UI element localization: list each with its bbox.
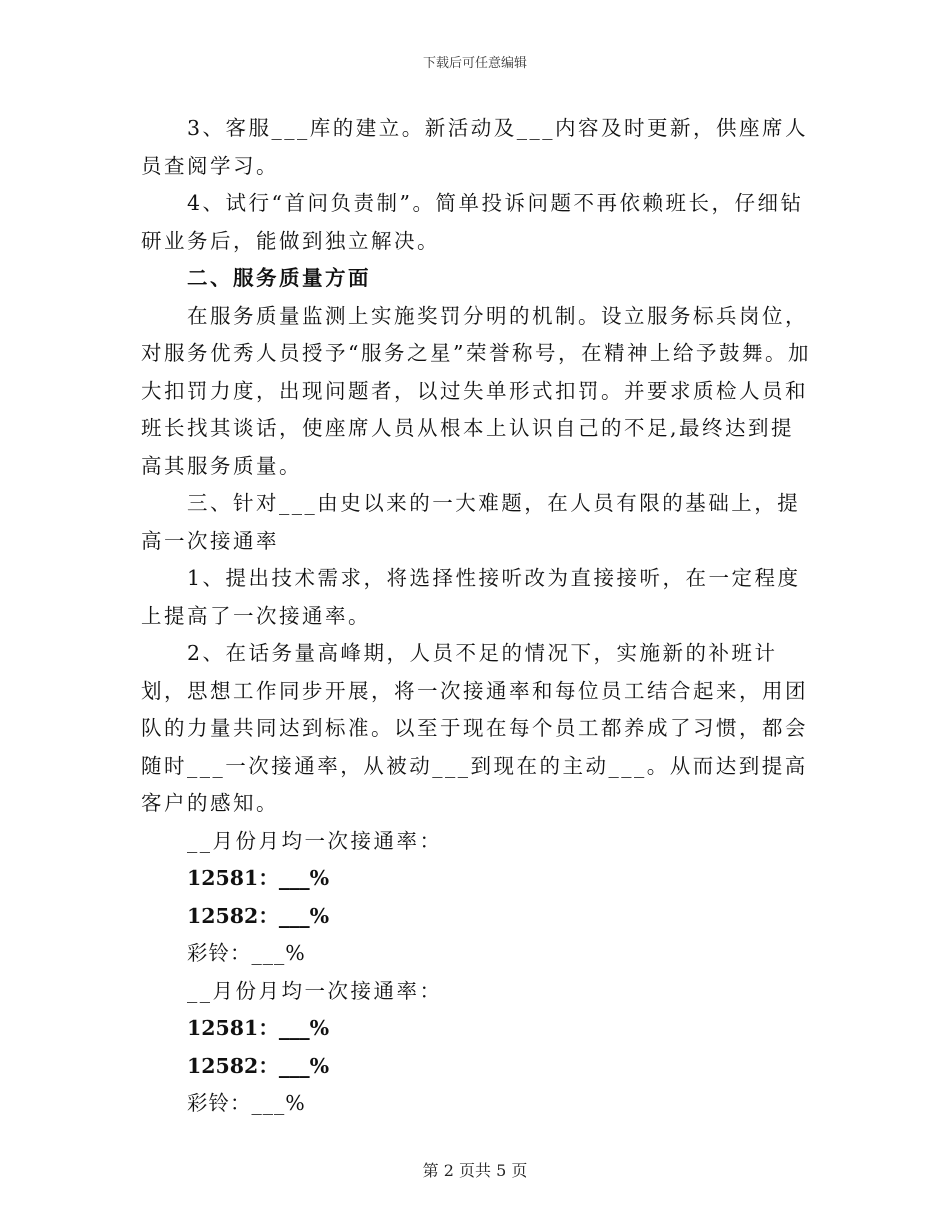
page-footer: 第 2 页共 5 页 bbox=[422, 1161, 528, 1180]
paragraph-item-2: 2、在话务量高峰期，人员不足的情况下，实施新的补班计划，思想工作同步开展，将一次接通率和每位员工结合起来，用团队的力量共同达到标准。以至于现在每个员工都养成了习惯，都会随时___一次接通率，从被动___到现在的主动___。从而达到提高客户的感知。 bbox=[141, 641, 808, 815]
page-header: 下载后可任意编辑 bbox=[422, 56, 527, 71]
stat-12581: 12581：___% bbox=[187, 1016, 330, 1040]
paragraph-item-1: 1、提出技术需求，将选择性接听改为直接接听，在一定程度上提高了一次接通率。 bbox=[141, 566, 801, 628]
paragraph-item-4: 4、试行“首问负责制”。简单投诉问题不再依赖班长，仔细钻研业务后，能做到独立解决。 bbox=[141, 191, 804, 253]
stat-ringtone: 彩铃：___% bbox=[187, 1091, 306, 1115]
paragraph-service-quality: 在服务质量监测上实施奖罚分明的机制。设立服务标兵岗位，对服务优秀人员授予“服务之星”荣誉称号，在精神上给予鼓舞。加大扣罚力度，出现问题者，以过失单形式扣罚。并要求质检人员和班长找其谈话，使座席人员从根本上认识自己的不足,最终达到提高其服务质量。 bbox=[141, 303, 811, 478]
stat-12581: 12581：___% bbox=[187, 866, 330, 890]
paragraph-item-3: 3、客服___库的建立。新活动及___内容及时更新，供座席人员查阅学习。 bbox=[141, 116, 809, 178]
document-body bbox=[141, 110, 811, 1123]
stat-12582: 12582：___% bbox=[187, 903, 330, 928]
stat-12582: 12582：___% bbox=[187, 1053, 330, 1078]
stats-heading: __月份月均一次接通率： bbox=[187, 828, 443, 853]
section-heading-connection-rate: 三、针对___由史以来的一大难题，在人员有限的基础上，提高一次接通率 bbox=[141, 491, 801, 553]
stats-heading: __月份月均一次接通率： bbox=[187, 978, 443, 1003]
stat-ringtone: 彩铃：___% bbox=[187, 941, 306, 965]
section-heading-service-quality: 二、服务质量方面 bbox=[187, 266, 371, 290]
